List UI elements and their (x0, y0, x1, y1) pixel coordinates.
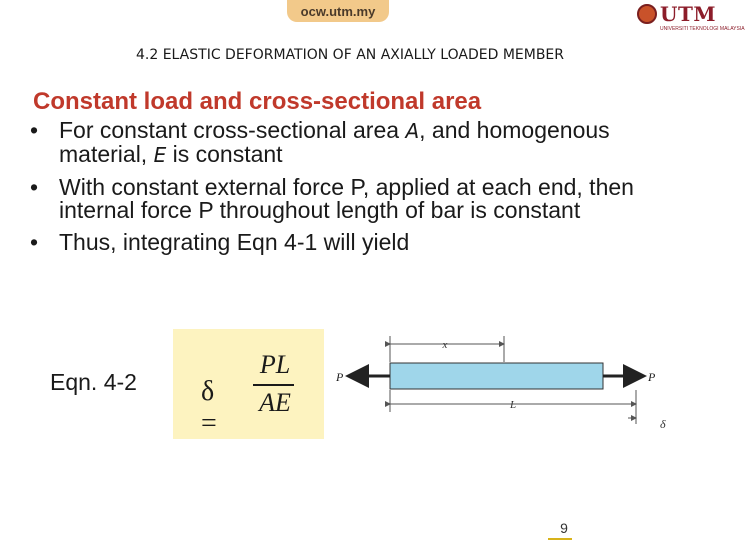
length-label: L (509, 399, 517, 411)
bullet-list (28, 119, 698, 263)
formula-numerator: PL (259, 350, 291, 379)
logo-wordmark: UTM (660, 2, 716, 26)
left-force-label: P (336, 370, 344, 384)
section-title: Constant load and cross-sectional area (33, 88, 482, 115)
formula-lhs: δ = (201, 376, 217, 439)
equation-label: Eqn. 4-2 (50, 369, 137, 395)
formula-box (173, 329, 324, 439)
slide-header-title: 4.2 ELASTIC DEFORMATION OF AN AXIALLY LOADED MEMBER (136, 47, 564, 63)
utm-logo (637, 2, 745, 32)
position-label: x (442, 339, 448, 351)
deformation-label: δ (660, 417, 666, 431)
bullet-item: • For constant cross-sectional area A, and homogenous material, E is constant (28, 119, 698, 167)
bullet-item: • Thus, integrating Eqn 4-1 will yield (28, 231, 698, 254)
area-symbol: A (405, 119, 420, 143)
bar-member (390, 363, 603, 389)
logo-tagline: UNIVERSITI TEKNOLOGI MALAYSIA (660, 26, 745, 32)
bullet-item: • With constant external force P, applied at each end, then internal force P throughout length of bar is constant (28, 176, 698, 222)
crest-icon (637, 4, 657, 24)
page-number: 9 (560, 520, 568, 536)
site-url-tab[interactable] (287, 0, 389, 22)
site-url-text: ocw.utm.my (300, 3, 376, 19)
formula-denominator: AE (259, 388, 291, 417)
axially-loaded-bar-diagram (332, 328, 677, 438)
fraction-bar (253, 384, 294, 386)
right-force-label: P (648, 370, 656, 384)
modulus-symbol: E (153, 143, 167, 167)
